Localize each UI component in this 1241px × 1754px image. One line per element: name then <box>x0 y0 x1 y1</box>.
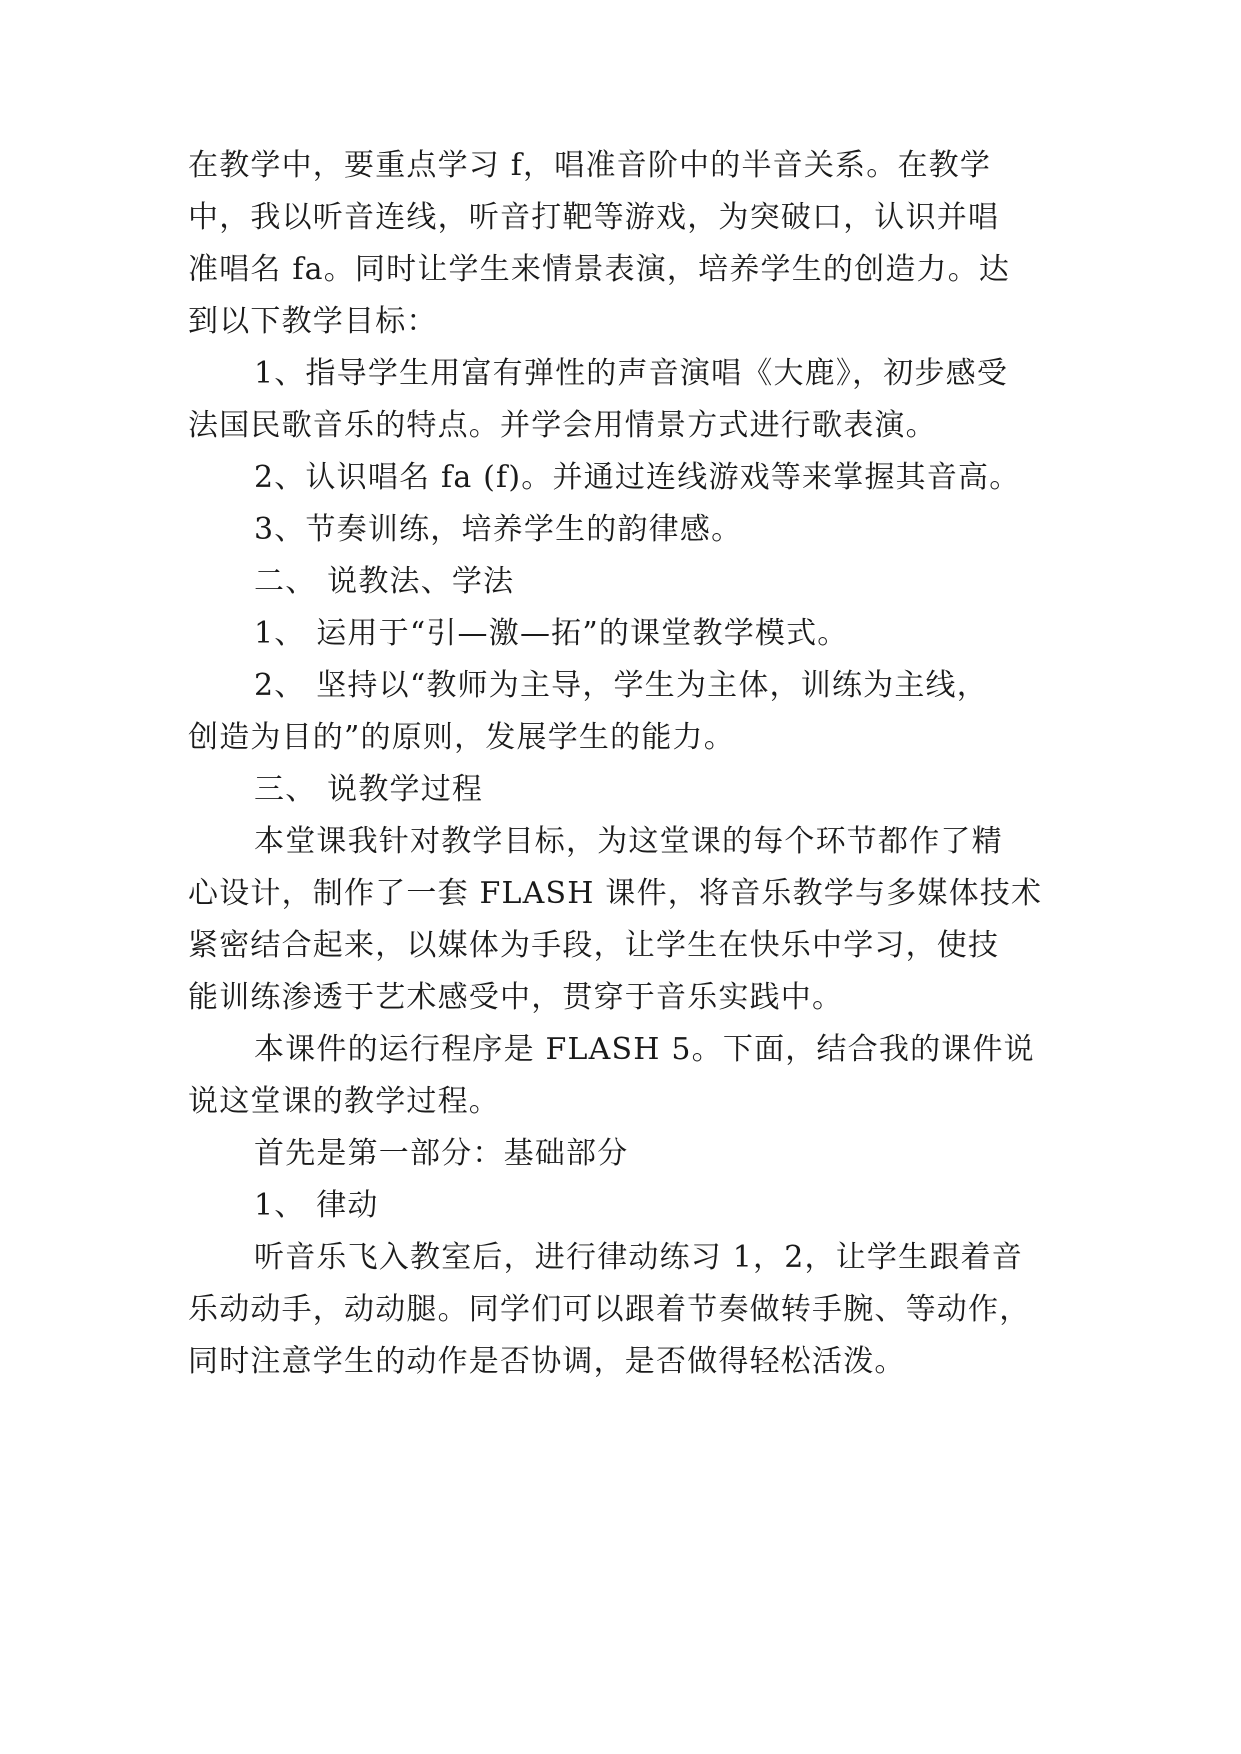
text-line: 法国民歌音乐的特点。并学会用情景方式进行歌表演。 <box>188 408 937 443</box>
text-line: 本堂课我针对教学目标，为这堂课的每个环节都作了精 <box>254 824 1003 859</box>
section-heading: 二、 说教法、学法 <box>254 564 515 599</box>
text-line: 到以下教学目标： <box>188 304 438 339</box>
text-line: 说这堂课的教学过程。 <box>188 1084 500 1119</box>
text-line: 能训练渗透于艺术感受中，贯穿于音乐实践中。 <box>188 980 844 1015</box>
text-line: 首先是第一部分：基础部分 <box>254 1136 629 1171</box>
text-line: 准唱名 fa。同时让学生来情景表演，培养学生的创造力。达 <box>188 252 1011 287</box>
text-line: 同时注意学生的动作是否协调，是否做得轻松活泼。 <box>188 1344 906 1379</box>
text-line: 在教学中，要重点学习 f，唱准音阶中的半音关系。在教学 <box>188 148 992 183</box>
text-line: 中，我以听音连线，听音打靶等游戏，为突破口，认识并唱 <box>188 200 1000 235</box>
text-line: 1、 运用于“引—激—拓”的课堂教学模式。 <box>254 616 849 651</box>
text-line: 2、 坚持以“教师为主导，学生为主体，训练为主线， <box>254 668 988 703</box>
text-line: 1、 律动 <box>254 1188 379 1223</box>
text-line: 1、指导学生用富有弹性的声音演唱《大鹿》，初步感受 <box>254 356 1009 391</box>
text-line: 3、节奏训练，培养学生的韵律感。 <box>254 512 743 547</box>
text-line: 本课件的运行程序是 FLASH 5。下面，结合我的课件说 <box>254 1032 1035 1067</box>
text-line: 乐动动手，动动腿。同学们可以跟着节奏做转手腕、等动作， <box>188 1292 1031 1327</box>
text-line: 紧密结合起来，以媒体为手段，让学生在快乐中学习，使技 <box>188 928 1000 963</box>
text-line: 创造为目的”的原则，发展学生的能力。 <box>188 720 735 755</box>
text-line: 听音乐飞入教室后，进行律动练习 1，2，让学生跟着音 <box>254 1240 1023 1275</box>
section-heading: 三、 说教学过程 <box>254 772 484 807</box>
text-line: 心设计，制作了一套 FLASH 课件，将音乐教学与多媒体技术 <box>188 876 1043 911</box>
text-line: 2、认识唱名 fa (f)。并通过连线游戏等来掌握其音高。 <box>254 460 1021 495</box>
